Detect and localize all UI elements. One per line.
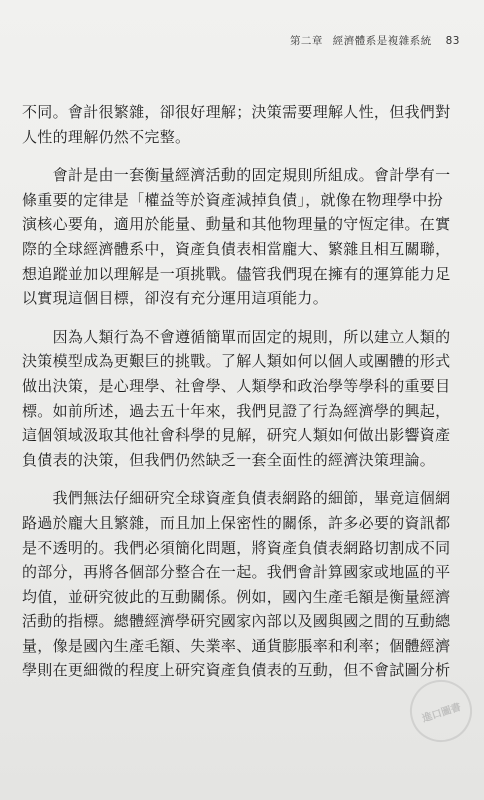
text-line: 想追蹤並加以理解是一項挑戰。儘管我們現在擁有的運算能力足 bbox=[22, 264, 451, 283]
text-line: 演核心要角，適用於能量、動量和其他物理量的守恆定律。在實 bbox=[22, 215, 451, 234]
text-line: 標。如前所述，過去五十年來，我們見證了行為經濟學的興起， bbox=[22, 401, 451, 420]
text-line: 均值，並研究彼此的互動關係。例如，國內生產毛額是衡量經濟 bbox=[22, 587, 451, 606]
text-line: 是不透明的。我們必須簡化問題，將資產負債表網路切割成不同 bbox=[22, 538, 451, 557]
text-line: 條重要的定律是「權益等於資產減掉負債」，就像在物理學中扮 bbox=[22, 190, 443, 209]
text-line: 的部分，再將各個部分整合在一起。我們會計算國家或地區的平 bbox=[22, 563, 451, 582]
page-number: 83 bbox=[445, 35, 460, 47]
text-line: 活動的指標。總體經濟學研究國家內部以及國與國之間的互動總 bbox=[22, 612, 451, 631]
text-line: 學則在更細微的程度上研究資產負債表的互動，但不會試圖分析 bbox=[22, 661, 451, 680]
watermark-text: 進口圖書 bbox=[420, 701, 463, 725]
chapter-title: 經濟體系是複雜系統 bbox=[332, 35, 432, 47]
text-line: 決策模型成為更艱巨的挑戰。了解人類如何以個人或團體的形式 bbox=[22, 352, 451, 371]
watermark-stamp bbox=[402, 672, 480, 750]
running-header bbox=[290, 33, 460, 48]
text-line: 會計是由一套衡量經濟活動的固定規則所組成。會計學有一 bbox=[22, 166, 451, 185]
text-line: 不同。會計很繁雜，卻很好理解；決策需要理解人性，但我們對 bbox=[22, 103, 451, 121]
text-line: 我們無法仔細研究全球資產負債表網路的細節，畢竟這個網 bbox=[22, 489, 451, 508]
text-line: 人性的理解仍然不完整。 bbox=[22, 127, 191, 146]
text-line: 量，像是國內生產毛額、失業率、通貨膨脹率和利率；個體經濟 bbox=[22, 636, 451, 655]
text-line: 做出決策，是心理學、社會學、人類學和政治學等學科的重要目 bbox=[22, 376, 451, 395]
text-line: 際的全球經濟體系中，資產負債表相當龐大、繁雜且相互關聯， bbox=[22, 239, 451, 258]
paragraph bbox=[22, 163, 462, 311]
text-line: 負債表的決策，但我們仍然缺乏一套全面性的經濟決策理論。 bbox=[22, 450, 436, 469]
paragraph bbox=[22, 325, 462, 473]
text-line: 以實現這個目標，卻沒有充分運用這項能力。 bbox=[22, 289, 329, 308]
paragraph bbox=[22, 100, 462, 149]
paragraph bbox=[22, 486, 462, 683]
text-line: 因為人類行為不會遵循簡單而固定的規則，所以建立人類的 bbox=[22, 327, 451, 346]
text-line: 這個領域汲取其他社會科學的見解，研究人類如何做出影響資產 bbox=[22, 426, 451, 445]
chapter-label: 第二章 bbox=[289, 35, 323, 47]
text-line: 路過於龐大且繁雜，而且加上保密性的關係，許多必要的資訊都 bbox=[22, 513, 451, 532]
body-text bbox=[22, 100, 462, 683]
